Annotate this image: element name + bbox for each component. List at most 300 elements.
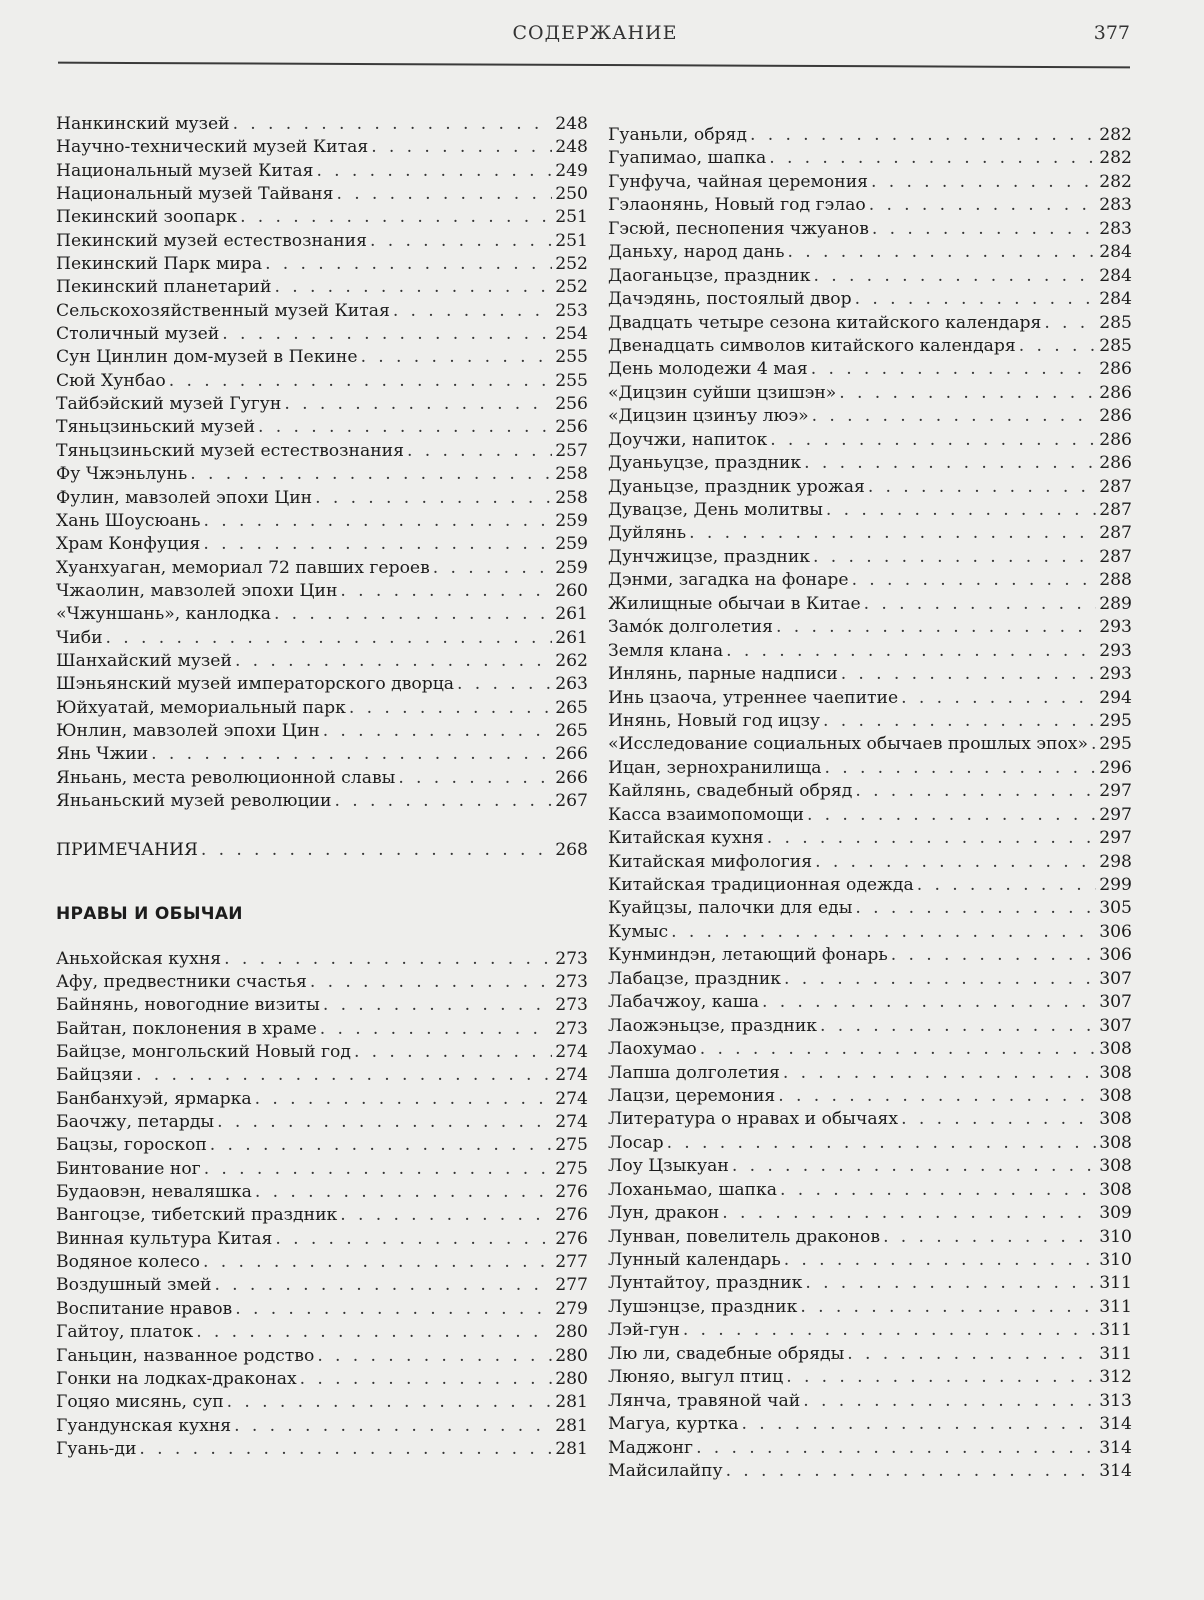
toc-entry-title: Двенадцать символов китайского календаря: [608, 335, 1016, 356]
toc-entry-page: 293: [1099, 664, 1132, 685]
dot-leader: [839, 382, 1096, 405]
dot-leader: [201, 839, 552, 862]
toc-entry[interactable]: [608, 687, 1132, 710]
dot-leader: [826, 499, 1096, 522]
dot-leader: [901, 1108, 1096, 1131]
toc-entry-title: Яньань, места революционной славы: [56, 767, 396, 788]
dot-leader: [778, 1085, 1096, 1108]
toc-entry[interactable]: [56, 603, 588, 626]
toc-entry[interactable]: [56, 580, 588, 603]
toc-entry[interactable]: [56, 1274, 588, 1297]
toc-entry-title: Лю ли, свадебные обряды: [608, 1343, 845, 1364]
toc-entry[interactable]: [608, 312, 1132, 335]
toc-entry-title: Тяньцзиньский музей естествознания: [56, 440, 404, 461]
toc-entry[interactable]: [608, 1132, 1132, 1155]
toc-entry-title: Инлянь, парные надписи: [608, 664, 838, 685]
toc-entry[interactable]: [608, 1202, 1132, 1225]
toc-entry-page: 282: [1099, 171, 1132, 192]
toc-entry-title: Хуанхуаган, мемориал 72 павших героев: [56, 557, 430, 578]
toc-entry[interactable]: [56, 1111, 588, 1134]
toc-entry-page: 250: [555, 184, 588, 205]
toc-entry-title: Храм Конфуция: [56, 534, 201, 555]
toc-entry[interactable]: [56, 1088, 588, 1111]
toc-entry-title: Маджонг: [608, 1437, 694, 1458]
toc-entry-page: 274: [555, 1088, 588, 1109]
toc-entry-page: 261: [555, 604, 588, 625]
toc-entry-page: 286: [1099, 382, 1132, 403]
toc-entry[interactable]: [608, 1179, 1132, 1202]
toc-entry[interactable]: [56, 487, 588, 510]
dot-leader: [354, 1041, 552, 1064]
dot-leader: [824, 757, 1096, 780]
toc-entry-title: Лабацзе, праздник: [608, 968, 782, 989]
toc-entry-page: 310: [1099, 1250, 1132, 1270]
toc-entry-title: Литература о нравах и обычаях: [608, 1109, 899, 1130]
toc-entry[interactable]: [608, 1319, 1132, 1342]
toc-entry[interactable]: [608, 171, 1132, 194]
toc-entry[interactable]: [608, 1155, 1132, 1178]
toc-entry-page: 258: [555, 464, 588, 485]
toc-entry-title: Банбанхуэй, ярмарка: [56, 1088, 252, 1109]
toc-entry[interactable]: [608, 944, 1132, 967]
toc-entry-title: Пекинский музей естествознания: [56, 230, 367, 251]
dot-leader: [398, 767, 552, 790]
toc-entry[interactable]: [608, 194, 1132, 217]
page-number: 377: [1093, 22, 1130, 44]
toc-entry[interactable]: [56, 206, 588, 229]
running-title: СОДЕРЖАНИЕ: [512, 22, 678, 44]
toc-entry[interactable]: [608, 288, 1132, 311]
dot-leader: [762, 991, 1096, 1014]
toc-entry-page: 285: [1099, 335, 1132, 356]
toc-entry[interactable]: [608, 710, 1132, 733]
toc-entry-title: Лунван, повелитель драконов: [608, 1226, 881, 1247]
toc-entry-page: 312: [1099, 1367, 1132, 1388]
toc-entry-page: 293: [1099, 617, 1132, 638]
toc-entry-page: 280: [555, 1368, 588, 1389]
toc-entry-page: 273: [555, 972, 588, 992]
toc-entry-page: 297: [1099, 804, 1132, 825]
toc-entry-title: Дуаньцзе, праздник урожая: [608, 476, 865, 497]
toc-entry-title: Яньаньский музей революции: [56, 790, 332, 811]
toc-entry[interactable]: [608, 1062, 1132, 1085]
dot-leader: [689, 522, 1096, 545]
dot-leader: [393, 300, 552, 323]
toc-entry-page: 276: [555, 1228, 588, 1249]
toc-entry-title: Баочжу, петарды: [56, 1112, 215, 1133]
dot-leader: [214, 1274, 552, 1297]
dot-leader: [234, 1415, 552, 1438]
toc-entry[interactable]: [608, 124, 1132, 147]
toc-entry-title: Байтан, поклонения в храме: [56, 1018, 317, 1039]
toc-entry-page: 310: [1099, 1226, 1132, 1247]
dot-leader: [804, 452, 1096, 475]
toc-entry-page: 254: [555, 324, 588, 345]
toc-entry-page: 276: [555, 1205, 588, 1226]
toc-entry[interactable]: [608, 921, 1132, 944]
toc-entry[interactable]: [608, 827, 1132, 850]
spacer: [56, 863, 588, 903]
toc-entry[interactable]: [56, 948, 588, 971]
toc-entry[interactable]: [56, 323, 588, 346]
toc-entry-page: 281: [555, 1438, 588, 1459]
toc-entry-title: Кунминдэн, летающий фонарь: [608, 945, 888, 966]
toc-entry[interactable]: [56, 1321, 588, 1344]
toc-entry-title: Лэй-гун: [608, 1320, 680, 1341]
toc-entry-page: 308: [1099, 1085, 1132, 1106]
toc-entry-title: Фулин, мавзолей эпохи Цин: [56, 487, 313, 508]
toc-entry-page: 275: [555, 1135, 588, 1156]
dot-leader: [407, 440, 552, 463]
toc-entry[interactable]: [56, 183, 588, 206]
toc-entry[interactable]: [56, 510, 588, 533]
toc-entry-page: 298: [1099, 851, 1132, 872]
dot-leader: [767, 827, 1096, 850]
toc-entry-title: Лапша долголетия: [608, 1062, 780, 1083]
toc-entry[interactable]: [608, 1460, 1132, 1483]
toc-entry[interactable]: [608, 569, 1132, 592]
toc-entry[interactable]: [608, 218, 1132, 241]
dot-leader: [855, 897, 1096, 920]
toc-entry-page: 309: [1099, 1203, 1132, 1224]
toc-entry-page: 308: [1099, 1156, 1132, 1177]
toc-entry[interactable]: [56, 971, 588, 994]
toc-entry-title: Дуйлянь: [608, 523, 687, 544]
toc-entry-page: 248: [555, 137, 588, 158]
toc-entry[interactable]: [608, 1085, 1132, 1108]
toc-entry-title: Будаовэн, неваляшка: [56, 1182, 252, 1203]
toc-entry-title: Чжаолин, мавзолей эпохи Цин: [56, 580, 338, 601]
toc-entry[interactable]: [608, 1249, 1132, 1272]
toc-entry[interactable]: [56, 557, 588, 580]
toc-entry[interactable]: [56, 650, 588, 673]
toc-entry-title: Лун, дракон: [608, 1203, 720, 1224]
toc-entry[interactable]: [608, 1366, 1132, 1389]
toc-entry-title: Инянь, Новый год ицзу: [608, 710, 821, 731]
toc-entry-title: Лоу Цзыкуан: [608, 1156, 729, 1177]
toc-entry[interactable]: [608, 1015, 1132, 1038]
dot-leader: [683, 1319, 1096, 1342]
toc-entry-title: Столичный музей: [56, 324, 220, 345]
dot-leader: [196, 1321, 552, 1344]
toc-entry-title: Дуаньуцзе, праздник: [608, 453, 802, 474]
dot-leader: [274, 603, 552, 626]
toc-entry[interactable]: [56, 994, 588, 1017]
dot-leader: [224, 948, 552, 971]
dot-leader: [864, 593, 1097, 616]
toc-entry[interactable]: [56, 790, 588, 813]
toc-entry[interactable]: [56, 673, 588, 696]
toc-entry-title: Магуа, куртка: [608, 1414, 739, 1435]
dot-leader: [340, 1204, 552, 1227]
toc-entry-page: 255: [555, 370, 588, 391]
toc-entry[interactable]: [608, 593, 1132, 616]
toc-entry-title: Сун Цинлин дом-музей в Пекине: [56, 347, 358, 368]
dot-leader: [823, 710, 1096, 733]
dot-leader: [169, 370, 552, 393]
toc-entry-title: Дунчжицзе, праздник: [608, 546, 811, 567]
toc-entry-notes[interactable]: [56, 839, 588, 862]
toc-entry[interactable]: [56, 416, 588, 439]
toc-entry-title: Кайлянь, свадебный обряд: [608, 781, 853, 802]
toc-entry-page: 286: [1099, 453, 1132, 474]
toc-entry[interactable]: [608, 1413, 1132, 1436]
dot-leader: [841, 663, 1096, 686]
toc-entry-page: 287: [1099, 476, 1132, 497]
dot-leader: [805, 1272, 1096, 1295]
toc-entry-page: 314: [1099, 1414, 1132, 1435]
toc-entry[interactable]: [608, 382, 1132, 405]
toc-entries-customs: [56, 948, 588, 1462]
toc-entry[interactable]: [608, 1343, 1132, 1366]
toc-entry[interactable]: [608, 663, 1132, 686]
toc-entry[interactable]: [608, 1272, 1132, 1295]
toc-entry-title: Майсилайпу: [608, 1460, 723, 1481]
toc-entry-page: 274: [555, 1042, 588, 1063]
toc-entry-title: Чиби: [56, 627, 103, 648]
toc-entry[interactable]: [608, 804, 1132, 827]
dot-leader: [210, 1134, 552, 1157]
dot-leader: [275, 1228, 552, 1251]
dot-leader: [323, 994, 552, 1017]
toc-entry[interactable]: [56, 1438, 588, 1461]
toc-entry-title: Пекинский Парк мира: [56, 254, 263, 275]
dot-leader: [784, 968, 1096, 991]
dot-leader: [813, 546, 1096, 569]
dot-leader: [255, 1088, 553, 1111]
toc-entry-title: Гэсюй, песнопения чжуанов: [608, 218, 869, 239]
toc-entry[interactable]: [56, 136, 588, 159]
toc-entry[interactable]: [608, 476, 1132, 499]
toc-entry[interactable]: [608, 874, 1132, 897]
dot-leader: [136, 1064, 552, 1087]
toc-entry[interactable]: [56, 767, 588, 790]
toc-entry-title: Ганьцин, названное родство: [56, 1345, 315, 1366]
dot-leader: [776, 616, 1096, 639]
toc-entry-title: ПРИМЕЧАНИЯ: [56, 840, 198, 861]
toc-entry-page: 259: [555, 557, 588, 578]
toc-entry[interactable]: [608, 1226, 1132, 1249]
toc-entry-page: 259: [555, 534, 588, 555]
toc-entry-page: 266: [555, 744, 588, 765]
toc-entry[interactable]: [608, 968, 1132, 991]
toc-entry-title: Гуандунская кухня: [56, 1415, 232, 1436]
toc-entry[interactable]: [608, 522, 1132, 545]
toc-entry-page: 273: [555, 995, 588, 1016]
toc-entry[interactable]: [56, 533, 588, 556]
toc-entry-page: 280: [555, 1345, 588, 1366]
dot-leader: [869, 194, 1096, 217]
toc-entry-page: 266: [555, 767, 588, 788]
toc-entry-page: 273: [555, 948, 588, 969]
toc-entry-title: Ицан, зернохранилища: [608, 757, 822, 778]
toc-entry[interactable]: [56, 1204, 588, 1227]
toc-entry[interactable]: [56, 1158, 588, 1181]
toc-entry[interactable]: [56, 1415, 588, 1438]
toc-entry[interactable]: [56, 1345, 588, 1368]
toc-entry-page: 307: [1099, 992, 1132, 1013]
toc-entry-page: 295: [1099, 734, 1132, 755]
dot-leader: [847, 1343, 1096, 1366]
dot-leader: [883, 1226, 1096, 1249]
toc-entry[interactable]: [608, 335, 1132, 358]
toc-entry[interactable]: [56, 276, 588, 299]
toc-entry-page: 282: [1099, 148, 1132, 169]
toc-entry[interactable]: [608, 546, 1132, 569]
dot-leader: [770, 429, 1096, 452]
toc-entry[interactable]: [608, 616, 1132, 639]
toc-entry-title: Сюй Хунбао: [56, 370, 166, 391]
toc-entry-page: 251: [555, 207, 588, 228]
toc-entry[interactable]: [56, 300, 588, 323]
toc-entry-page: 284: [1099, 265, 1132, 286]
toc-entry-title: Лушэнцзе, праздник: [608, 1296, 798, 1317]
toc-entry[interactable]: [56, 1134, 588, 1157]
dot-leader: [255, 1181, 552, 1204]
toc-entry[interactable]: [608, 405, 1132, 428]
dot-leader: [855, 780, 1096, 803]
toc-entry[interactable]: [56, 1181, 588, 1204]
toc-entry[interactable]: [56, 1041, 588, 1064]
toc-entry[interactable]: [608, 897, 1132, 920]
toc-entry-title: Янь Чжии: [56, 744, 149, 765]
toc-entry-title: Байцзе, монгольский Новый год: [56, 1042, 351, 1063]
toc-entry[interactable]: [608, 1296, 1132, 1319]
toc-entry-page: 307: [1099, 1015, 1132, 1036]
dot-leader: [812, 405, 1097, 428]
toc-entry[interactable]: [56, 1298, 588, 1321]
dot-leader: [227, 1391, 553, 1414]
toc-entry-page: 289: [1099, 593, 1132, 614]
toc-entry-title: Китайская традиционная одежда: [608, 875, 914, 895]
toc-entry[interactable]: [56, 1018, 588, 1041]
toc-entry-page: 308: [1099, 1132, 1132, 1153]
toc-entry[interactable]: [56, 1368, 588, 1391]
dot-leader: [190, 463, 552, 486]
toc-entry-page: 311: [1099, 1296, 1132, 1317]
toc-entry[interactable]: [56, 627, 588, 650]
toc-entry-title: Аньхойская кухня: [56, 948, 222, 969]
toc-entry-title: Байнянь, новогодние визиты: [56, 995, 320, 1016]
toc-entry-page: 276: [555, 1182, 588, 1203]
toc-entry[interactable]: [56, 160, 588, 183]
toc-entry[interactable]: [608, 851, 1132, 874]
toc-entry[interactable]: [56, 346, 588, 369]
spacer: [56, 926, 588, 948]
toc-entry[interactable]: [608, 147, 1132, 170]
toc-entry-title: Куайцзы, палочки для еды: [608, 898, 853, 919]
toc-entry-page: 274: [555, 1065, 588, 1086]
toc-entry[interactable]: [56, 697, 588, 720]
toc-entry-page: 279: [555, 1298, 588, 1319]
toc-entry-page: 306: [1099, 921, 1132, 942]
toc-entry-page: 259: [555, 510, 588, 531]
toc-entry[interactable]: [56, 463, 588, 486]
dot-leader: [349, 697, 552, 720]
dot-leader: [807, 804, 1096, 827]
toc-entry[interactable]: [56, 1251, 588, 1274]
toc-entry[interactable]: [56, 113, 588, 136]
toc-entry[interactable]: [608, 780, 1132, 803]
toc-entry-title: Бацзы, гороскоп: [56, 1135, 207, 1156]
dot-leader: [320, 1018, 552, 1041]
dot-leader: [786, 1366, 1096, 1389]
dot-leader: [784, 1249, 1096, 1272]
dot-leader: [203, 533, 552, 556]
toc-entry[interactable]: [56, 720, 588, 743]
dot-leader: [726, 1460, 1097, 1483]
toc-entry[interactable]: [608, 991, 1132, 1014]
dot-leader: [871, 171, 1096, 194]
dot-leader: [203, 1251, 552, 1274]
toc-entry-page: 295: [1099, 710, 1132, 731]
toc-entry-page: 299: [1099, 875, 1132, 895]
toc-entry-title: Вангоцзе, тибетский праздник: [56, 1205, 338, 1226]
toc-entry[interactable]: [608, 1390, 1132, 1413]
dot-leader: [696, 1437, 1096, 1460]
toc-entry[interactable]: [608, 757, 1132, 780]
toc-entry[interactable]: [56, 253, 588, 276]
toc-entry-title: «Чжуншань», канлодка: [56, 604, 271, 625]
dot-leader: [780, 1179, 1096, 1202]
toc-entry[interactable]: [56, 743, 588, 766]
toc-entry[interactable]: [608, 733, 1132, 756]
toc-entry[interactable]: [608, 1038, 1132, 1061]
toc-entry[interactable]: [608, 640, 1132, 663]
toc-entry-page: 308: [1099, 1109, 1132, 1130]
toc-entry-title: Дэнми, загадка на фонаре: [608, 570, 849, 591]
toc-entry-page: 258: [555, 487, 588, 508]
toc-entry-page: 297: [1099, 828, 1132, 849]
dot-leader: [1019, 335, 1096, 358]
toc-entry[interactable]: [608, 358, 1132, 381]
dot-leader: [265, 253, 552, 276]
toc-entry[interactable]: [56, 230, 588, 253]
toc-entry[interactable]: [608, 499, 1132, 522]
dot-leader: [457, 673, 552, 696]
toc-entry[interactable]: [608, 1108, 1132, 1131]
dot-leader: [300, 1368, 553, 1391]
toc-entry[interactable]: [56, 1391, 588, 1414]
toc-entry[interactable]: [608, 429, 1132, 452]
dot-leader: [726, 640, 1096, 663]
toc-entry-title: Жилищные обычаи в Китае: [608, 593, 861, 614]
toc-entry-page: 252: [555, 254, 588, 275]
toc-entry-title: Кумыс: [608, 921, 669, 942]
toc-entry-title: Дачэдянь, постоялый двор: [608, 289, 852, 310]
toc-entry-title: Гуань-ди: [56, 1438, 137, 1459]
toc-entry[interactable]: [608, 1437, 1132, 1460]
toc-entry[interactable]: [56, 440, 588, 463]
toc-entry[interactable]: [56, 393, 588, 416]
dot-leader: [788, 241, 1097, 264]
toc-entry-title: Гуапимао, шапка: [608, 148, 767, 169]
toc-entry[interactable]: [608, 452, 1132, 475]
spacer: [56, 813, 588, 839]
toc-entry[interactable]: [608, 241, 1132, 264]
toc-entry[interactable]: [56, 1064, 588, 1087]
toc-entry[interactable]: [56, 1228, 588, 1251]
toc-entry[interactable]: [56, 370, 588, 393]
toc-entry-title: Национальный музей Китая: [56, 160, 314, 181]
toc-entry-page: 296: [1099, 757, 1132, 778]
dot-leader: [769, 147, 1096, 170]
toc-entry[interactable]: [608, 265, 1132, 288]
toc-entry-title: Дувацзе, День молитвы: [608, 500, 823, 520]
toc-entry-title: День молодежи 4 мая: [608, 359, 808, 380]
dot-leader: [815, 851, 1096, 874]
toc-entry-page: 283: [1099, 218, 1132, 239]
